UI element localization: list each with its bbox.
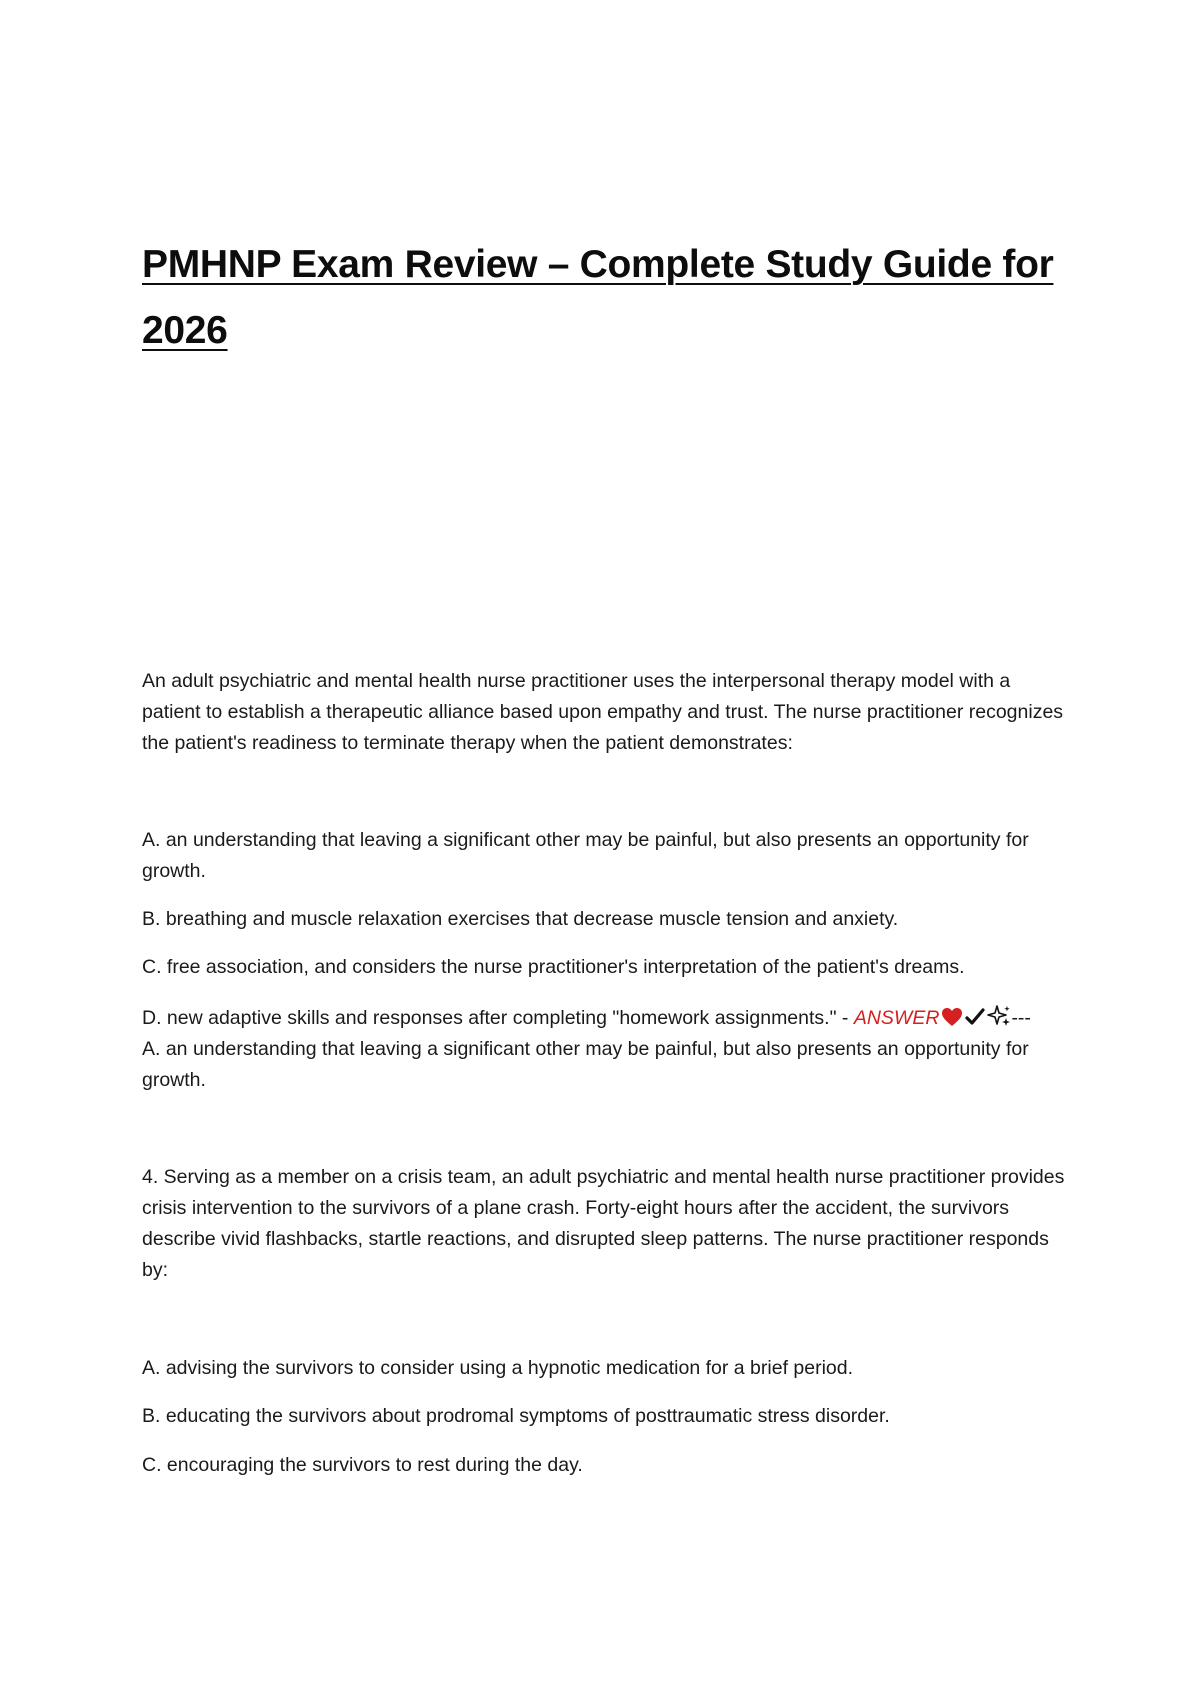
question-2-option-b: B. educating the survivors about prodromal symptoms of posttraumatic stress disorder. (142, 1405, 890, 1427)
question-1-option-d-with-answer (142, 1003, 1072, 1096)
question-2-option-a: A. advising the survivors to consider using a hypnotic medication for a brief period. (142, 1357, 854, 1379)
page-title (142, 232, 1072, 364)
question-1-stem: An adult psychiatric and mental health nurse practitioner uses the interpersonal therapy model with a patient to establish a therapeutic alliance based upon empathy and trust. The nurse practitioner recognizes the patient's readiness to terminate therapy when the patient demonstrates: (142, 670, 1064, 754)
title-line-1: PMHNP Exam Review – Complete Study Guide for (142, 243, 1054, 286)
question-2-option-c: C. encouraging the survivors to rest during the day. (142, 1454, 583, 1476)
heart-icon (941, 1007, 963, 1027)
question-1-option-c: C. free association, and considers the nurse practitioner's interpretation of the patient's dreams. (142, 956, 965, 978)
question-1-option-b: B. breathing and muscle relaxation exercises that decrease muscle tension and anxiety. (142, 908, 899, 930)
question-2-stem: 4. Serving as a member on a crisis team, an adult psychiatric and mental health nurse practitioner provides crisis intervention to the survivors of a plane crash. Forty-eight hours after the accident, the survivors describe vivid flashbacks, startle reactions, and disrupted sleep patterns. The nurse practitioner responds by: (142, 1166, 1065, 1281)
question-1-option-a: A. an understanding that leaving a significant other may be painful, but also presents an opportunity for growth. (142, 829, 1029, 882)
checkmark-icon (965, 1007, 985, 1027)
question-1-option-d: D. new adaptive skills and responses after completing "homework assignments." - (142, 1007, 854, 1029)
title-line-2: 2026 (142, 309, 228, 352)
answer-label: ANSWER (853, 1007, 940, 1029)
answer-text: A. an understanding that leaving a significant other may be painful, but also presents an opportunity for growth. (142, 1038, 1029, 1091)
answer-separator: --- (1011, 1007, 1031, 1029)
sparkle-icon (987, 1005, 1011, 1027)
